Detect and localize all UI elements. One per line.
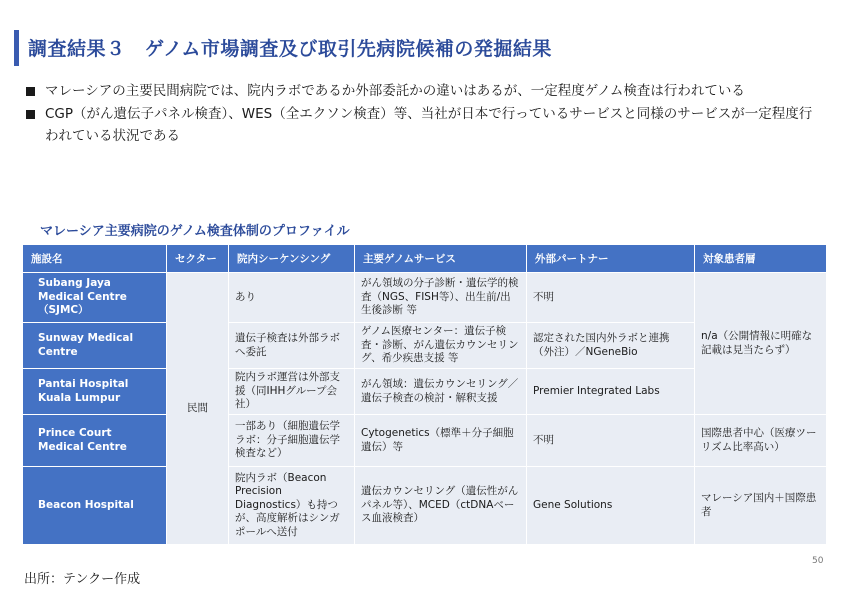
square-bullet-icon — [26, 87, 35, 96]
partner-cell: Gene Solutions — [527, 467, 695, 545]
services-cell: Cytogenetics（標準＋分子細胞遺伝）等 — [355, 415, 527, 467]
services-cell: がん領域：遺伝カウンセリング／遺伝子検査の検討・解釈支援 — [355, 369, 527, 415]
partner-cell: 認定された国内外ラボと連携（外注）／NGeneBio — [527, 323, 695, 369]
table-row — [23, 467, 827, 545]
patients-cell: n/a（公開情報に明確な記載は見当たらず） — [695, 273, 827, 415]
bullet-text: CGP（がん遺伝子パネル検査）、WES（全エクソン検査）等、当社が日本で行っているサービスと同様のサービスが一定程度行われている状況である — [45, 106, 813, 144]
facility-name: Beacon Hospital — [23, 467, 167, 545]
partner-cell: 不明 — [527, 273, 695, 323]
bullet-list — [24, 80, 824, 148]
bullet-item — [24, 103, 824, 147]
inhouse-cell: 一部あり（細胞遺伝学ラボ：分子細胞遺伝学検査など） — [229, 415, 355, 467]
inhouse-cell: 遺伝子検査は外部ラボへ委託 — [229, 323, 355, 369]
facility-name: Prince Court Medical Centre — [23, 415, 167, 467]
facility-name: Subang Jaya Medical Centre （SJMC） — [23, 273, 167, 323]
column-header: 主要ゲノムサービス — [355, 245, 527, 273]
patients-cell: 国際患者中心（医療ツーリズム比率高い） — [695, 415, 827, 467]
column-header: 施設名 — [23, 245, 167, 273]
table-title: マレーシア主要病院のゲノム検査体制のプロファイル — [40, 224, 350, 239]
table-row — [23, 273, 827, 323]
facility-name: Sunway Medical Centre — [23, 323, 167, 369]
services-cell: ゲノム医療センター：遺伝子検査・診断、がん遺伝カウンセリング、希少疾患支援 等 — [355, 323, 527, 369]
hospital-profile-table — [22, 244, 827, 545]
page-number: 50 — [812, 556, 824, 566]
services-cell: がん領域の分子診断・遺伝学的検査（NGS、FISH等）、出生前/出生後診断 等 — [355, 273, 527, 323]
title-accent-bar — [14, 30, 19, 66]
column-header: 院内シーケンシング — [229, 245, 355, 273]
inhouse-cell: あり — [229, 273, 355, 323]
inhouse-cell: 院内ラボ運営は外部支援（同IHHグループ会社） — [229, 369, 355, 415]
table-row — [23, 415, 827, 467]
facility-name: Pantai Hospital Kuala Lumpur — [23, 369, 167, 415]
column-header: 外部パートナー — [527, 245, 695, 273]
bullet-text: マレーシアの主要民間病院では、院内ラボであるか外部委託かの違いはあるが、一定程度ゲノム検査は行われている — [45, 83, 745, 99]
bullet-item — [24, 80, 824, 102]
table-header-row — [23, 245, 827, 273]
sector-cell: 民間 — [167, 273, 229, 545]
patients-cell: マレーシア国内＋国際患者 — [695, 467, 827, 545]
square-bullet-icon — [26, 110, 35, 119]
inhouse-cell: 院内ラボ（Beacon Precision Diagnostics）も持つが、高度解析はシンガポールへ送付 — [229, 467, 355, 545]
page-title: 調査結果３ ゲノム市場調査及び取引先病院候補の発掘結果 — [28, 38, 552, 60]
column-header: セクター — [167, 245, 229, 273]
source-note: 出所：テンクー作成 — [24, 572, 141, 587]
services-cell: 遺伝カウンセリング（遺伝性がんパネル等）、MCED（ctDNAベース血液検査） — [355, 467, 527, 545]
column-header: 対象患者層 — [695, 245, 827, 273]
partner-cell: Premier Integrated Labs — [527, 369, 695, 415]
partner-cell: 不明 — [527, 415, 695, 467]
